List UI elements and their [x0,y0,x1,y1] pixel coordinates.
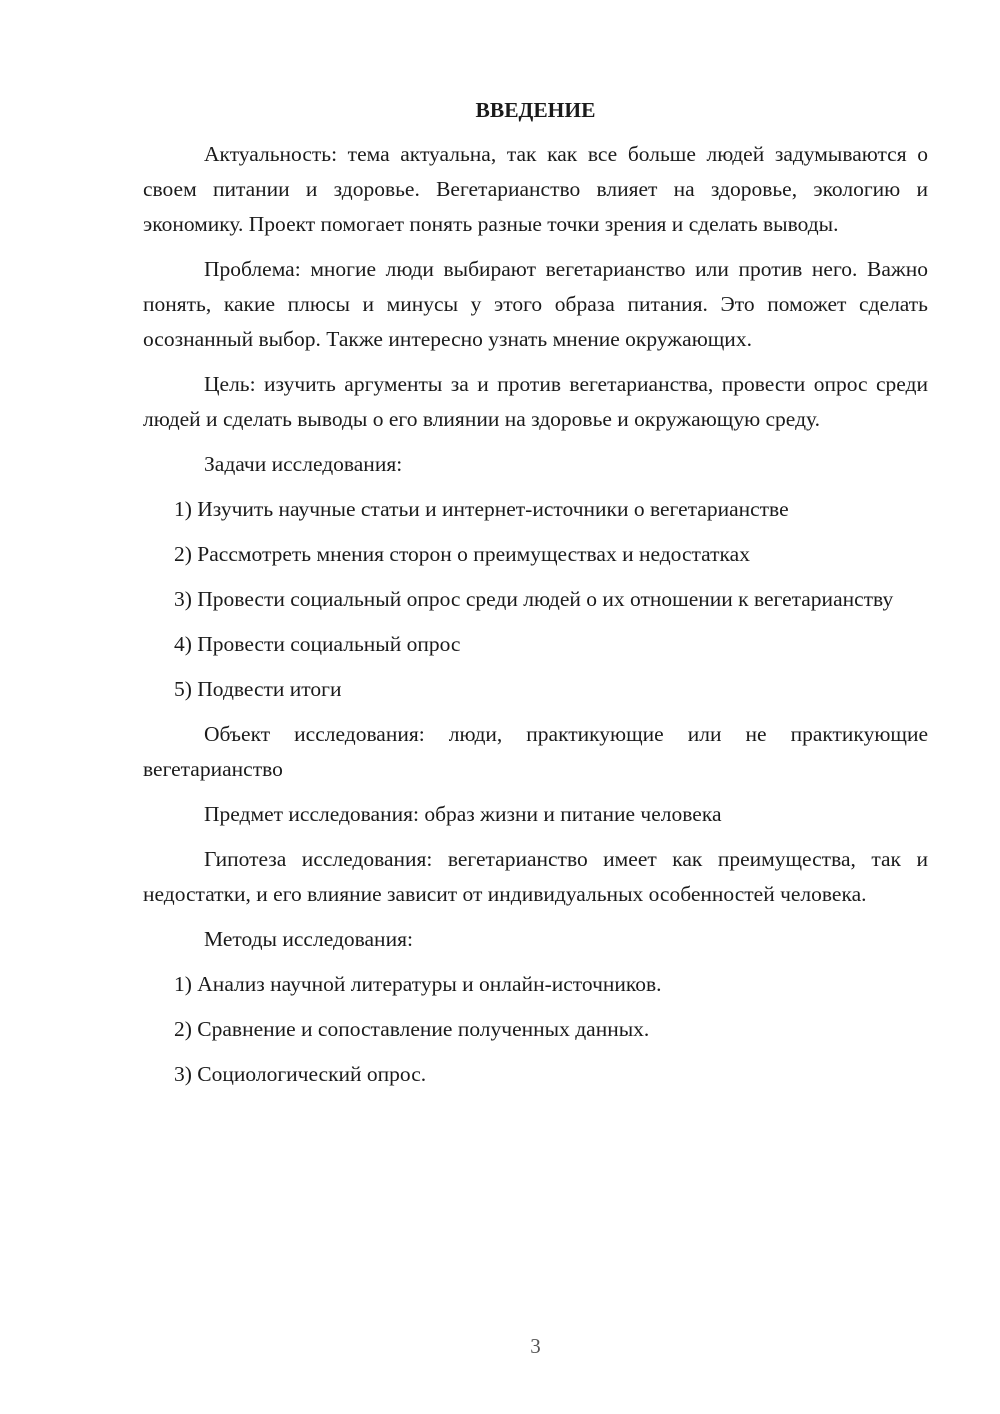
paragraph-relevance: Актуальность: тема актуальна, так как все больше людей задумываются о своем питании и здоровье. Вегетарианство влияет на здоровье, экологию и экономику. Проект помогает понять разные точки зрения и сделать выводы. [143,142,928,236]
method-item: 2) Сравнение и сопоставление полученных данных. [174,1017,650,1041]
page-number: 3 [530,1334,541,1358]
task-item: 5) Подвести итоги [174,677,342,701]
section-title: ВВЕДЕНИЕ [475,98,596,122]
task-item: 2) Рассмотреть мнения сторон о преимуществах и недостатках [174,542,750,566]
task-item: 4) Провести социальный опрос [174,632,461,656]
tasks-heading: Задачи исследования: [204,452,403,476]
task-item: 1) Изучить научные статьи и интернет-источники о вегетарианстве [174,497,789,521]
paragraph-goal: Цель: изучить аргументы за и против вегетарианства, провести опрос среди людей и сделать выводы о его влиянии на здоровье и окружающую среду. [143,372,928,431]
task-item: 3) Провести социальный опрос среди людей о их отношении к вегетарианству [174,587,894,611]
paragraph-problem: Проблема: многие люди выбирают вегетарианство или против него. Важно понять, какие плюсы и минусы у этого образа питания. Это поможет сделать осознанный выбор. Также интересно узнать мнение окружающих. [143,257,928,351]
paragraph-subject: Предмет исследования: образ жизни и питание человека [204,802,722,826]
paragraph-hypothesis: Гипотеза исследования: вегетарианство имеет как преимущества, так и недостатки, и его влияние зависит от индивидуальных особенностей человека. [143,847,928,906]
method-item: 3) Социологический опрос. [174,1062,427,1086]
methods-heading: Методы исследования: [204,927,413,951]
paragraph-object: Объект исследования: люди, практикующие или не практикующие вегетарианство [143,722,928,781]
document-page [143,95,928,1102]
method-item: 1) Анализ научной литературы и онлайн-источников. [174,972,662,996]
